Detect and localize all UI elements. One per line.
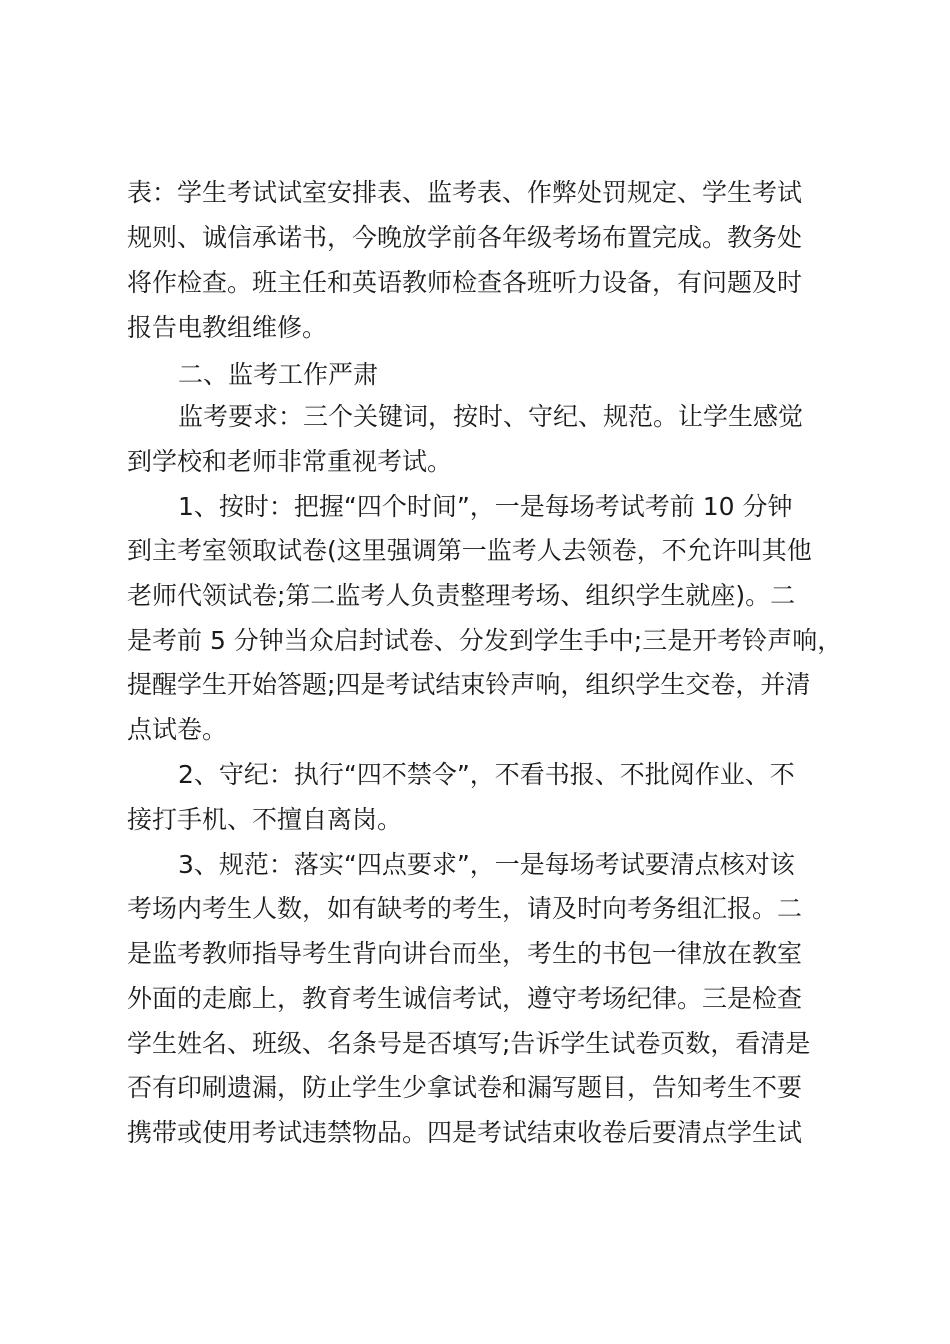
text-line: 表：学生考试试室安排表、监考表、作弊处罚规定、学生考试 — [127, 178, 803, 207]
text-line: 到主考室领取试卷(这里强调第一监考人去领卷，不允许叫其他 — [127, 536, 812, 565]
text-line: 监考要求：三个关键词，按时、守纪、规范。让学生感觉 — [178, 402, 804, 431]
text-line: 2、守纪：执行“四不禁令”，不看书报、不批阅作业、不 — [178, 760, 795, 789]
text-line: 将作检查。班主任和英语教师检查各班听力设备，有问题及时 — [127, 268, 803, 297]
text-line: 考场内考生人数，如有缺考的考生，请及时向考务组汇报。二 — [127, 894, 803, 923]
text-line: 到学校和老师非常重视考试。 — [127, 447, 453, 476]
text-line: 接打手机、不擅自离岗。 — [127, 805, 403, 834]
text-line: 提醒学生开始答题;四是考试结束铃声响，组织学生交卷，并清 — [127, 670, 811, 699]
text-line: 学生姓名、班级、名条号是否填写;告诉学生试卷页数，看清是 — [127, 1029, 811, 1058]
text-line: 报告电教组维修。 — [127, 313, 328, 342]
text-line: 携带或使用考试违禁物品。四是考试结束收卷后要清点学生试 — [127, 1118, 803, 1147]
text-line: 外面的走廊上，教育考生诚信考试，遵守考场纪律。三是检查 — [127, 984, 803, 1013]
text-line: 规则、诚信承诺书，今晚放学前各年级考场布置完成。教务处 — [127, 223, 803, 252]
section-heading: 二、监考工作严肃 — [178, 360, 379, 389]
text-line: 3、规范：落实“四点要求”，一是每场考试要清点核对该 — [178, 850, 795, 879]
text-line: 1、按时：把握“四个时间”，一是每场考试考前 10 分钟 — [178, 492, 793, 521]
text-line: 是监考教师指导考生背向讲台而坐，考生的书包一律放在教室 — [127, 939, 803, 968]
text-line: 否有印刷遗漏，防止学生少拿试卷和漏写题目，告知考生不要 — [127, 1073, 803, 1102]
text-line: 老师代领试卷;第二监考人负责整理考场、组织学生就座)。二 — [127, 581, 796, 610]
text-line: 是考前 5 分钟当众启封试卷、分发到学生手中;三是开考铃声响， — [127, 626, 843, 655]
text-line: 点试卷。 — [127, 715, 228, 744]
